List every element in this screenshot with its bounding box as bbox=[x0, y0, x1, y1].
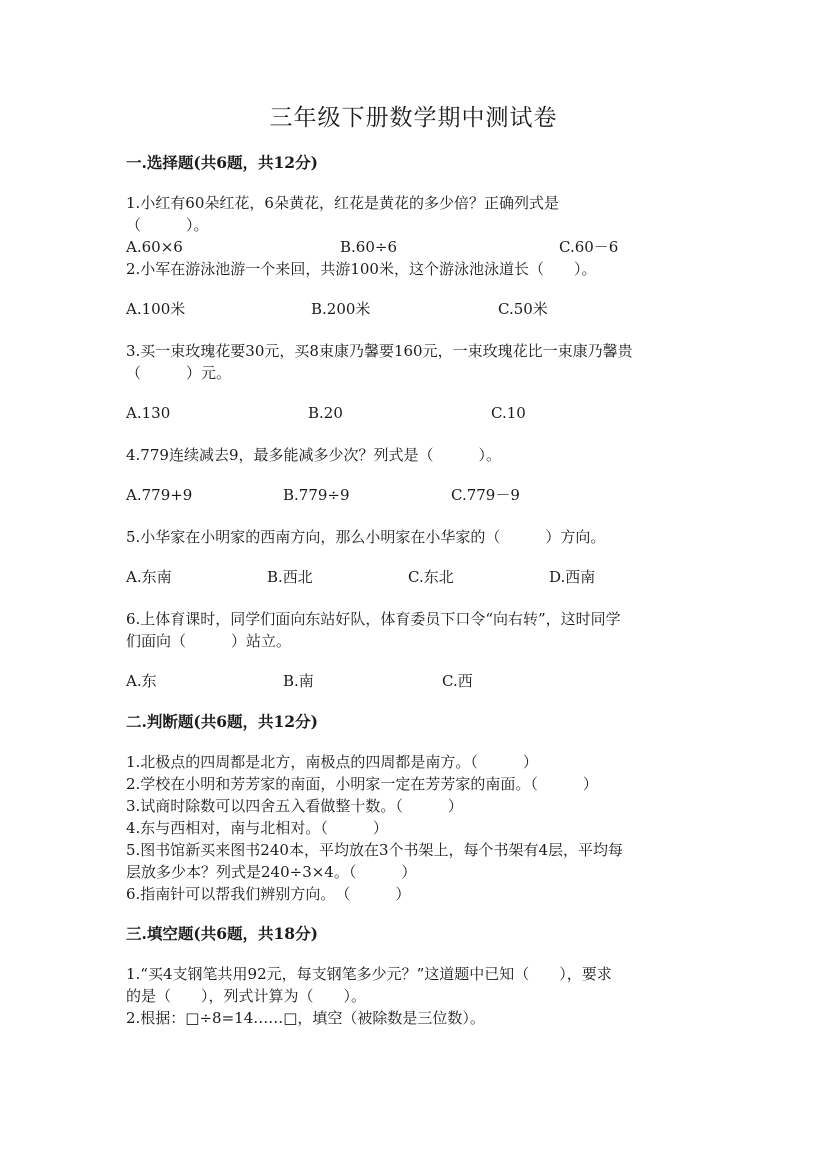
option-c: C.西 bbox=[442, 672, 473, 690]
judgment-item: 层放多少本？列式是240÷3×4。（ ） bbox=[126, 863, 417, 881]
judgment-item: 1.北极点的四周都是北方，南极点的四周都是南方。（ ） bbox=[126, 753, 538, 771]
option-d: D.西南 bbox=[549, 568, 596, 586]
option-b: B.200米 bbox=[311, 300, 371, 318]
option-c: C.东北 bbox=[408, 568, 454, 586]
section-heading-judgment: 二.判断题(共6题，共12分) bbox=[126, 712, 318, 731]
question-text: 2.小军在游泳池游一个来回，共游100米，这个游泳池泳道长（ ）。 bbox=[126, 260, 597, 278]
option-b: B.西北 bbox=[267, 568, 313, 586]
option-b: B.20 bbox=[308, 404, 343, 422]
judgment-item: 3.试商时除数可以四舍五入看做整十数。（ ） bbox=[126, 797, 463, 815]
question-text: 3.买一束玫瑰花要30元，买8束康乃馨要160元，一束玫瑰花比一束康乃馨贵 bbox=[126, 342, 633, 360]
judgment-item: 6.指南针可以帮我们辨别方向。 （ ） bbox=[126, 885, 411, 903]
judgment-item: 2.学校在小明和芳芳家的南面，小明家一定在芳芳家的南面。（ ） bbox=[126, 775, 598, 793]
question-text: 6.上体育课时，同学们面向东站好队，体育委员下口令“向右转”，这时同学 bbox=[126, 610, 621, 628]
option-a: A.130 bbox=[126, 404, 171, 422]
option-b: B.60÷6 bbox=[340, 238, 397, 256]
option-a: A.东 bbox=[126, 672, 157, 690]
option-a: A.60×6 bbox=[126, 238, 183, 256]
option-c: C.60－6 bbox=[559, 238, 619, 256]
question-text: （ ）。 bbox=[126, 216, 209, 234]
section-heading-fill: 三.填空题(共6题，共18分) bbox=[126, 924, 318, 943]
option-a: A.779+9 bbox=[126, 486, 193, 504]
section-heading-choice: 一.选择题(共6题，共12分) bbox=[126, 153, 318, 172]
fill-item: 1.“买4支钢笔共用92元，每支钢笔多少元？”这道题中已知（ ），要求 bbox=[126, 965, 612, 983]
question-text: 们面向（ ）站立。 bbox=[126, 632, 292, 650]
option-b: B.779÷9 bbox=[283, 486, 350, 504]
option-c: C.779－9 bbox=[451, 486, 520, 504]
page-title: 三年级下册数学期中测试卷 bbox=[269, 105, 558, 131]
question-text: （ ）元。 bbox=[126, 364, 232, 382]
question-text: 5.小华家在小明家的西南方向，那么小明家在小华家的（ ）方向。 bbox=[126, 528, 606, 546]
judgment-item: 4.东与西相对，南与北相对。（ ） bbox=[126, 819, 388, 837]
option-b: B.南 bbox=[283, 672, 314, 690]
judgment-item: 5.图书馆新买来图书240本，平均放在3个书架上，每个书架有4层，平均每 bbox=[126, 841, 624, 859]
fill-item: 的是（ ），列式计算为（ ）。 bbox=[126, 987, 367, 1005]
question-text: 4.779连续减去9，最多能减多少次？列式是（ ）。 bbox=[126, 446, 501, 464]
option-c: C.50米 bbox=[498, 300, 548, 318]
fill-item: 2.根据：□÷8=14……□，填空（被除数是三位数）。 bbox=[126, 1009, 485, 1027]
option-a: A.100米 bbox=[126, 300, 186, 318]
question-text: 1.小红有60朵红花，6朵黄花，红花是黄花的多少倍？正确列式是 bbox=[126, 194, 559, 212]
option-a: A.东南 bbox=[126, 568, 172, 586]
option-c: C.10 bbox=[491, 404, 526, 422]
